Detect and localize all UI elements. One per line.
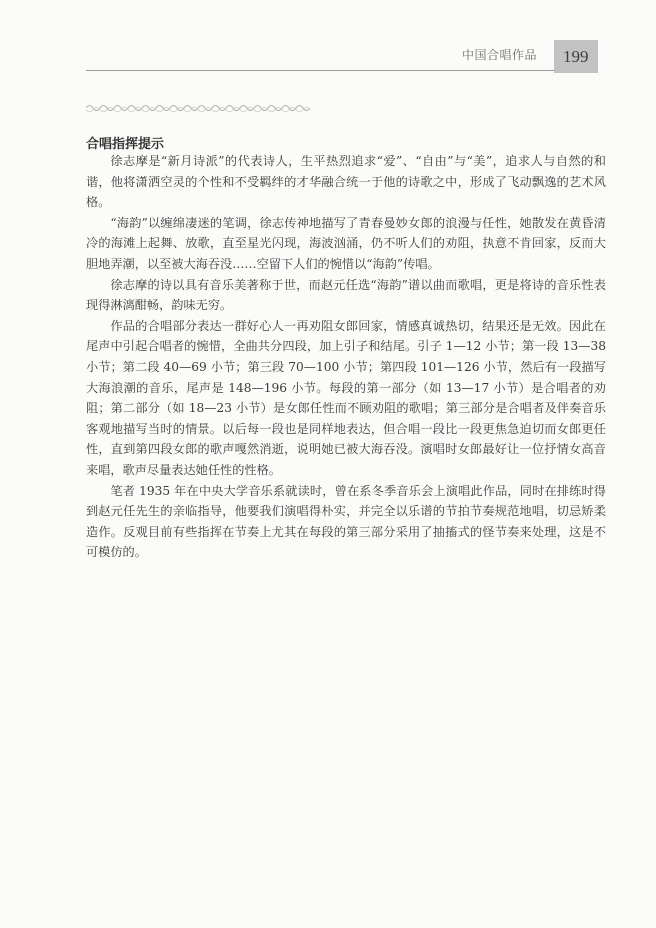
body-text: [86, 151, 606, 563]
wavy-divider-icon: [86, 102, 310, 114]
paragraph-musicality: 徐志摩的诗以具有音乐美著称于世，而赵元任选“海韵”谱以曲而歌唱，更是将诗的音乐性表现得淋漓酣畅，韵味无穷。: [86, 277, 606, 313]
paragraph-haiyun-story: “海韵”以缠绵凄迷的笔调，徐志传神地描写了青春曼妙女郎的浪漫与任性，她散发在黄昏清冷的海滩上起舞、放歌，直至星光闪现，海波汹涌，仍不听人们的劝阻，执意不肯回家，反而大胆地弄潮，以至被大海吞没……空留下人们的惋惜以“海韵”传唱。: [86, 215, 606, 271]
running-header-title: 中国合唱作品: [462, 48, 538, 62]
header-rule: [86, 70, 584, 71]
paragraph-structure: 作品的合唱部分表达一群好心人一再劝阻女郎回家，情感真诚热切，结果还是无效。因此在尾声中引起合唱者的惋惜，全曲共分四段，加上引子和结尾。引子 1—12 小节；第一段 13—38 小节；第二段 40—69 小节；第三段 70—100 小节；第四段 101—126 小节，然后有一段描写大海浪潮的音乐，尾声是 148—196 小节。每段的第一部分（如 13—17 小节）是合唱者的劝阻；第二部分（如 18—23 小节）是女郎任性而不顾劝阻的歌唱；第三部分是合唱者及伴奏音乐客观地描写当时的情景。以后每一段也是同样地表达，但合唱一段比一段更焦急迫切而女郎更任性，直到第四段女郎的歌声嘎然消逝，说明她已被大海吞没。演唱时女郎最好让一位抒情女高音来唱，歌声尽量表达她任性的性格。: [86, 318, 606, 477]
section-title: 合唱指挥提示: [86, 137, 165, 152]
paragraph-poet-intro: 徐志摩是“新月诗派”的代表诗人，生平热烈追求“爱”、“自由”与“美”，追求人与自然的和谐，他将潇洒空灵的个性和不受羁绊的才华融合统一于他的诗歌之中，形成了飞动飘逸的艺术风格。: [86, 154, 606, 210]
page-number: 199: [563, 47, 589, 66]
paragraph-author-note: 笔者 1935 年在中央大学音乐系就读时，曾在系冬季音乐会上演唱此作品，同时在排练时得到赵元任先生的亲临指导，他要我们演唱得朴实，并完全以乐谱的节拍节奏规范地唱，切忌矫柔造作。反观目前有些指挥在节奏上尤其在每段的第三部分采用了抽搐式的怪节奏来处理，这是不可模仿的。: [86, 483, 606, 560]
